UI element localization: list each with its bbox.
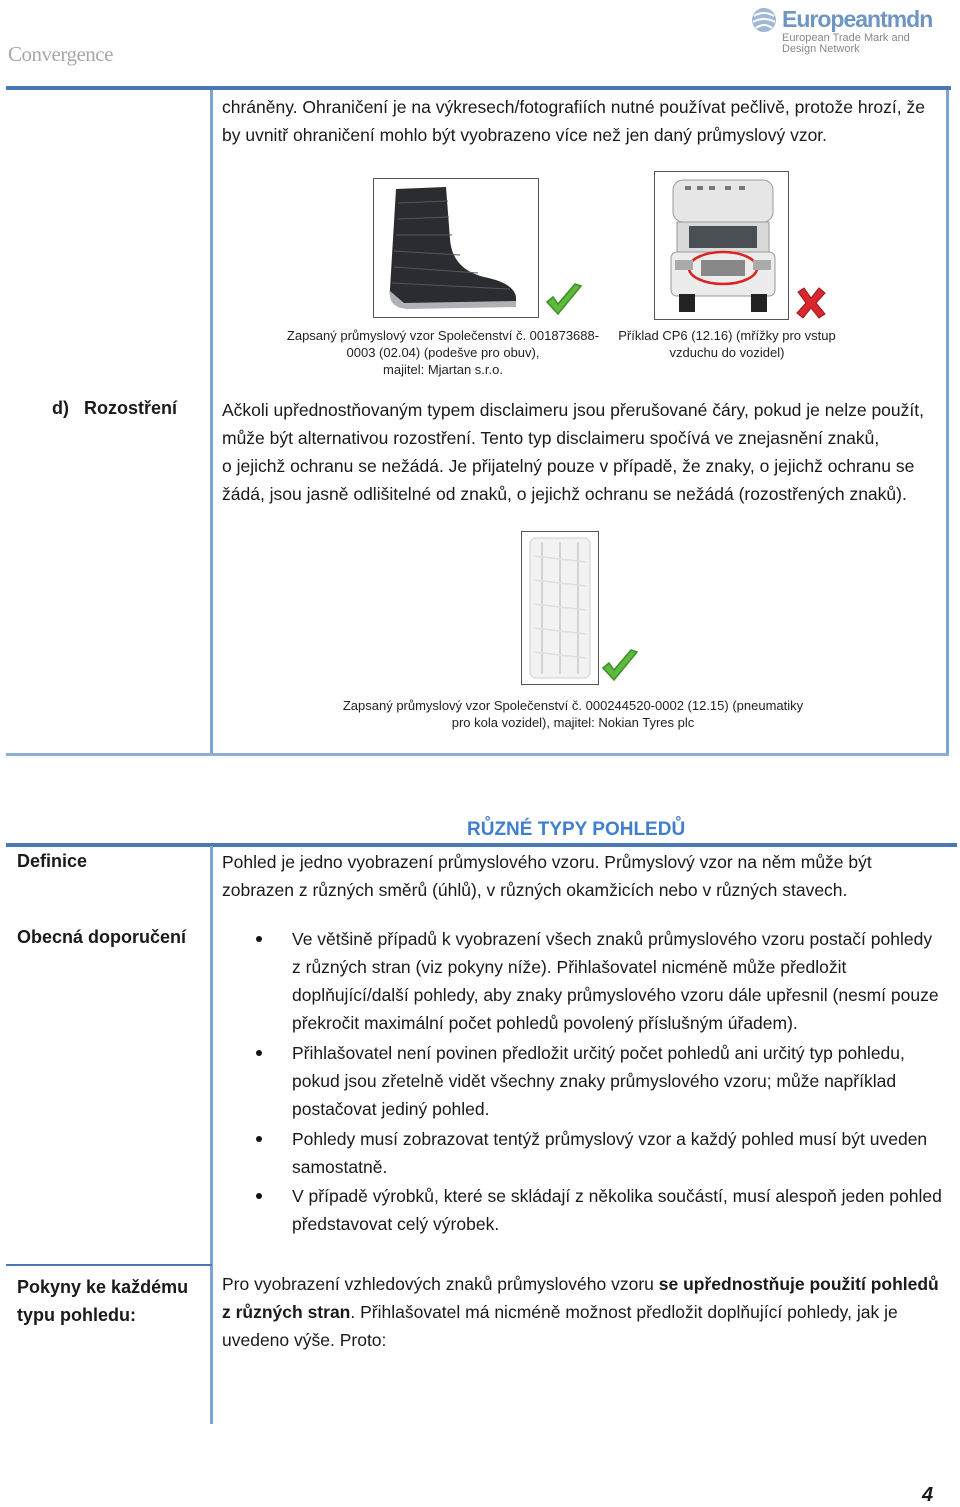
etmdn-sub1: European Trade Mark and [782, 32, 910, 44]
bullet-dot [256, 1136, 262, 1142]
table-right-border [946, 90, 949, 754]
table-divider [210, 90, 213, 754]
text-line: může být alternativou rozostření. Tento typ disclaimeru spočívá ve znejasnění znaků, [222, 428, 880, 448]
definition-text [222, 848, 940, 904]
text-line: doplňující/další pohledy, aby znaky průmyslového vzoru dále upřesnil (nesmí pouze [292, 985, 939, 1005]
caption-line: 0003 (02.04) (podešve pro obuv), [346, 345, 540, 360]
text-line [222, 1298, 940, 1326]
text-line: z různých stran (viz pokyny níže). Přihlašovatel nicméně může předložit [292, 957, 847, 977]
intro-text [222, 93, 940, 149]
caption-line: Zapsaný průmyslový vzor Společenství č. 001873688- [286, 328, 600, 343]
text-line: samostatně. [292, 1157, 388, 1177]
general-label: Obecná doporučení [17, 927, 187, 947]
etmdn-brand: Europeantmdn [782, 6, 933, 32]
caption-line: majitel: Mjartan s.r.o. [383, 362, 503, 377]
header-rule [6, 86, 951, 90]
text-line: překročit maximální počet pohledů povolený příslušným úřadem). [292, 1013, 798, 1033]
section-rule [6, 843, 957, 847]
bullet-dot [256, 1193, 262, 1199]
text-line: zobrazen z různých směrů (úhlů), v různých okamžicích nebo v různých stavech. [222, 880, 848, 900]
red-cross-icon [794, 286, 828, 320]
bold-span: z různých stran [222, 1302, 351, 1322]
list-item [292, 1125, 942, 1181]
text-line: uvedeno výše. Proto: [222, 1330, 387, 1350]
table-bottom-border [6, 753, 949, 756]
text-line: představovat celý výrobek. [292, 1214, 500, 1234]
text-line: Pohled je jedno vyobrazení průmyslového vzoru. Průmyslový vzor na něm může být [222, 852, 872, 872]
caption-line: vzduchu do vozidel) [669, 345, 785, 360]
text-span: Pro vyobrazení vzhledových znaků průmyslového vzoru [222, 1274, 659, 1294]
label-separator [6, 1264, 212, 1266]
boot-image [373, 178, 539, 318]
text-line [222, 1270, 940, 1298]
bold-span: se upřednostňuje použití pohledů [658, 1274, 939, 1294]
bullet-dot [256, 1050, 262, 1056]
etmdn-sub2: Design Network [782, 43, 860, 55]
page-number: 4 [922, 1484, 934, 1506]
text-line: o jejichž ochranu se nežádá. Je přijatelný pouze v případě, že znaky, o jejichž ochranu se [222, 456, 915, 476]
text-line: žádá, jsou jasně odlišitelné od znaků, o jejichž ochranu se nežádá (rozostřených znaků). [222, 484, 907, 504]
definition-label: Definice [17, 851, 88, 871]
intro-line: chráněny. Ohraničení je na výkresech/fotografiích nutné používat pečlivě, protože hrozí, že [222, 97, 925, 117]
text-line: postačovat jediný pohled. [292, 1099, 490, 1119]
list-item [292, 1182, 942, 1238]
green-check-icon [600, 648, 640, 684]
guidance-text [222, 1270, 940, 1354]
etmdn-logo [750, 4, 955, 54]
label-line: Pokyny ke každému [17, 1277, 189, 1297]
section-d-label: d) Rozostření [52, 398, 177, 418]
tyre-caption [330, 697, 816, 731]
list-item [292, 925, 942, 1037]
caption-line: Příklad CP6 (12.16) (mřížky pro vstup [618, 328, 836, 343]
text-span: . Přihlašovatel má nicméně možnost předložit doplňující pohledy, jak je [350, 1302, 898, 1322]
bullet-dot [256, 936, 262, 942]
list-item [292, 1039, 942, 1123]
boot-caption [284, 327, 602, 378]
convergence-logo: Convergence [8, 42, 113, 66]
section-d-text [222, 396, 940, 508]
label-line: typu pohledu: [17, 1305, 136, 1325]
tyre-image [521, 531, 599, 685]
text-line: Ačkoli upřednostňovaným typem disclaimeru jsou přerušované čáry, pokud je nelze použít, [222, 400, 924, 420]
text-line: pokud jsou zřetelně vidět všechny znaky průmyslového vzoru; může například [292, 1071, 897, 1091]
text-line: Přihlašovatel není povinen předložit určitý počet pohledů ani určitý typ pohledu, [292, 1043, 905, 1063]
green-check-icon [544, 282, 584, 318]
section-title: RŮZNÉ TYPY POHLEDŮ [467, 819, 686, 840]
table-divider [210, 846, 213, 1424]
bullet-list [292, 925, 942, 1245]
text-line: Pohledy musí zobrazovat tentýž průmyslový vzor a každý pohled musí být uveden [292, 1129, 928, 1149]
text-line: V případě výrobků, které se skládají z několika součástí, musí alespoň jeden pohled [292, 1186, 942, 1206]
intro-line: by uvnitř ohraničení mohlo být vyobrazeno více než jen daný průmyslový vzor. [222, 125, 828, 145]
globe-icon [750, 6, 778, 34]
caption-line: pro kola vozidel), majitel: Nokian Tyres plc [451, 715, 695, 730]
caption-line: Zapsaný průmyslový vzor Společenství č. 000244520-0002 (12.15) (pneumatiky [342, 698, 804, 713]
text-line: Ve většině případů k vyobrazení všech znaků průmyslového vzoru postačí pohledy [292, 929, 933, 949]
guidance-label [17, 1273, 188, 1329]
camper-image [654, 171, 789, 320]
camper-caption [612, 327, 842, 361]
